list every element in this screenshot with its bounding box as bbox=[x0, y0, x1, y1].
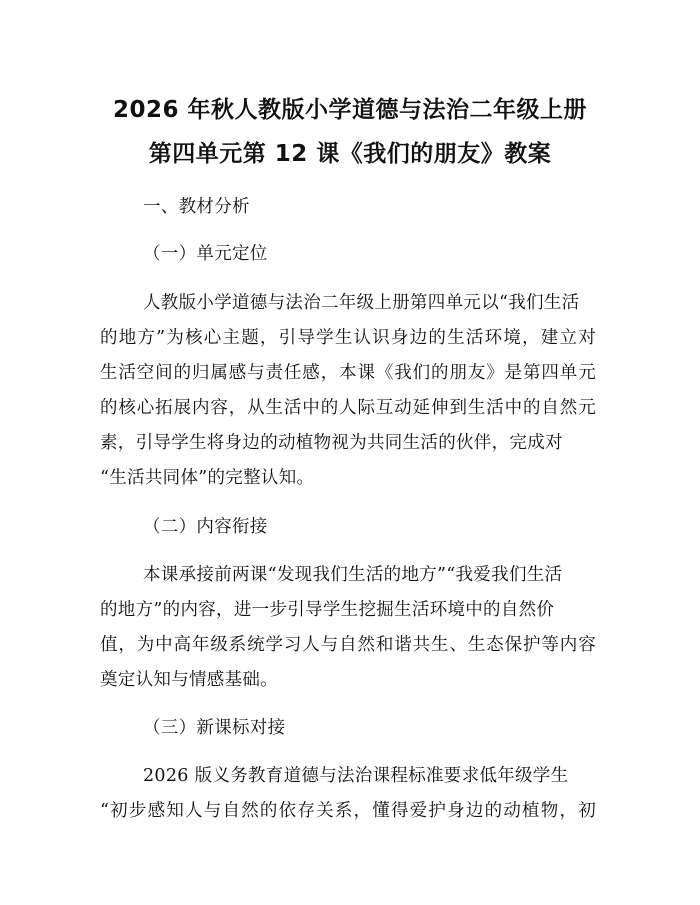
subsection-heading-curriculum-standard: （三）新课标对接 bbox=[143, 718, 286, 738]
paragraph-line: 的地方”为核心主题，引导学生认识身边的生活环境，建立对 bbox=[100, 328, 596, 348]
subsection-heading-content-connection: （二）内容衔接 bbox=[143, 517, 268, 537]
paragraph-line: 生活空间的归属感与责任感，本课《我们的朋友》是第四单元 bbox=[100, 363, 596, 383]
subsection-heading-unit-positioning: （一）单元定位 bbox=[143, 244, 268, 264]
section-heading-textbook-analysis: 一、教材分析 bbox=[143, 197, 250, 217]
paragraph-line: 值，为中高年级系统学习人与自然和谐共生、生态保护等内容 bbox=[100, 635, 596, 655]
paragraph-line: 2026 版义务教育道德与法治课程标准要求低年级学生 bbox=[143, 766, 569, 786]
document-title-line-2: 第四单元第 12 课《我们的朋友》教案 bbox=[148, 141, 552, 167]
paragraph-line: 的地方”的内容，进一步引导学生挖掘生活环境中的自然价 bbox=[100, 600, 555, 620]
paragraph-line: 人教版小学道德与法治二年级上册第四单元以“我们生活 bbox=[143, 293, 580, 313]
paragraph-line: “初步感知人与自然的依存关系，懂得爱护身边的动植物，初 bbox=[100, 801, 596, 821]
paragraph-line: “生活共同体”的完整认知。 bbox=[100, 468, 315, 488]
paragraph-line: 本课承接前两课“发现我们生活的地方”“我爱我们生活 bbox=[143, 565, 563, 585]
paragraph-line: 奠定认知与情感基础。 bbox=[100, 670, 278, 690]
paragraph-line: 的核心拓展内容，从生活中的人际互动延伸到生活中的自然元 bbox=[100, 398, 596, 418]
paragraph-line: 素，引导学生将身边的动植物视为共同生活的伙伴，完成对 bbox=[100, 433, 563, 453]
document-title-line-1: 2026 年秋人教版小学道德与法治二年级上册 bbox=[112, 97, 588, 123]
